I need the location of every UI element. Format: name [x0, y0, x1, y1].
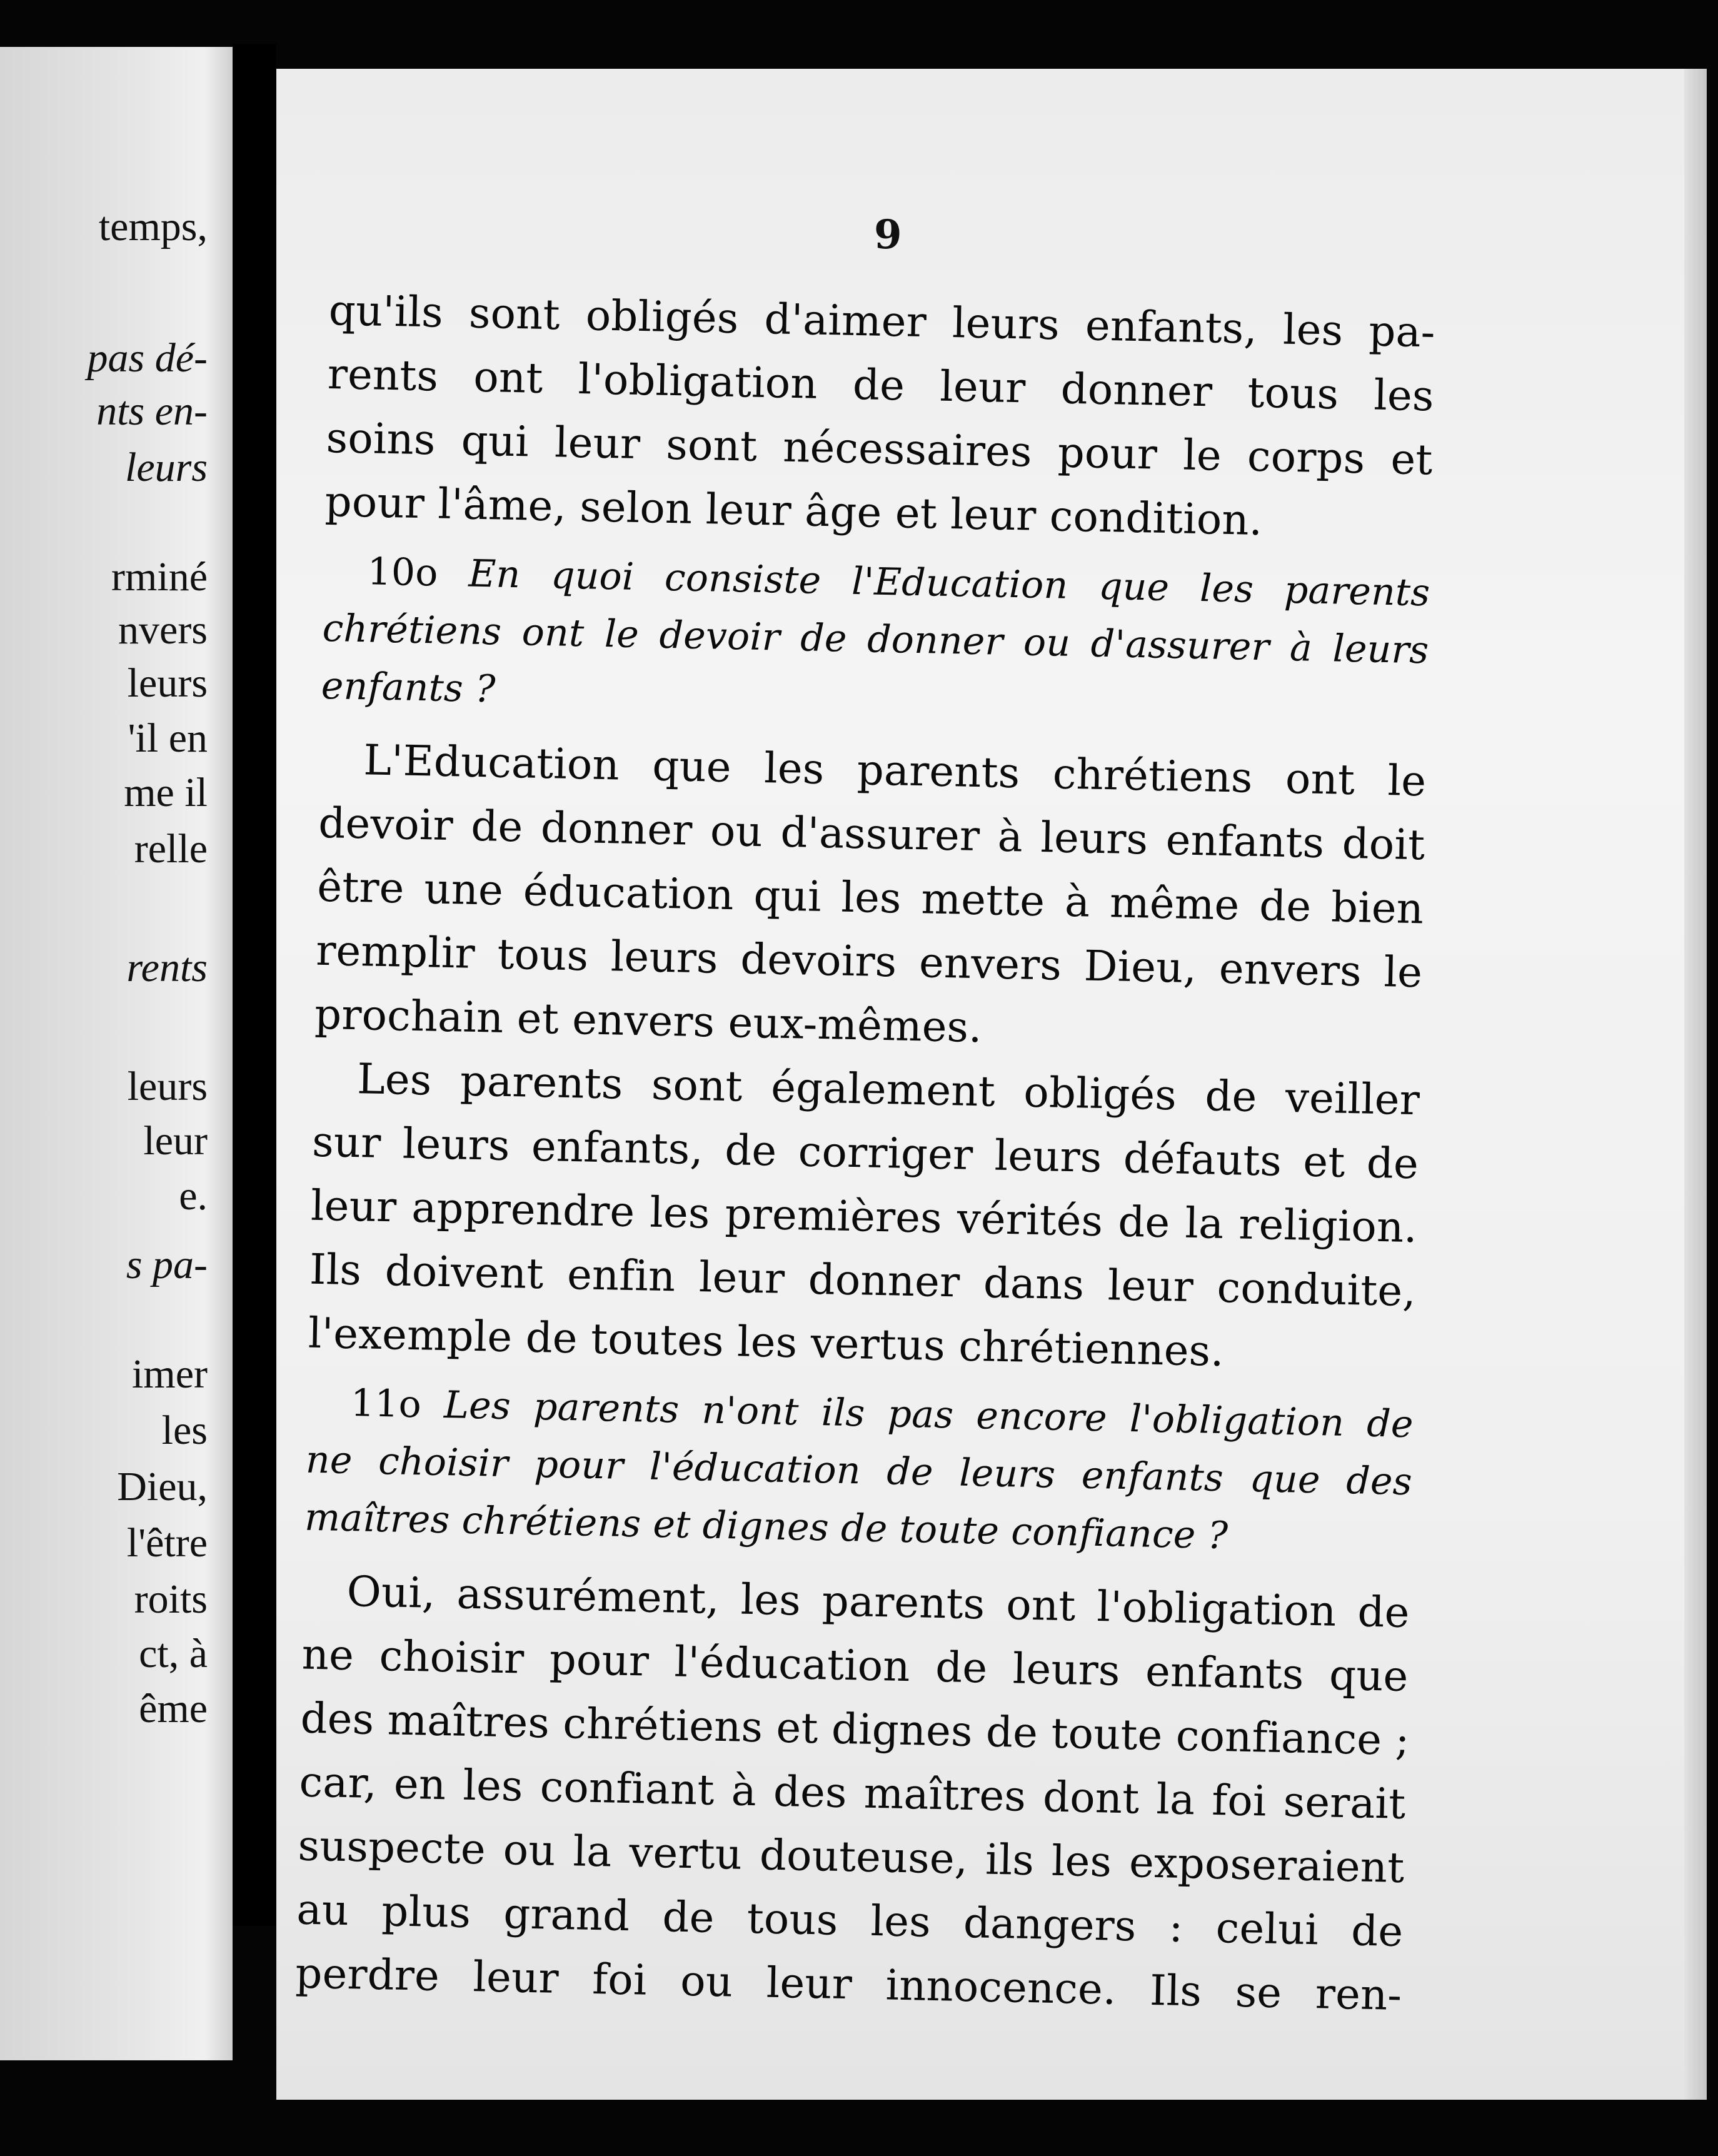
text-line: des maîtres chrétiens et dignes de toute confiance ; — [299, 1693, 1410, 1765]
question-10 — [321, 542, 1430, 737]
facing-page-fragment: rminé — [111, 554, 208, 600]
facing-page-fragment: ême — [139, 1686, 208, 1731]
facing-page-fragment: relle — [134, 826, 208, 872]
page-number: 9 — [874, 211, 903, 258]
facing-page-fragment: l'être — [126, 1520, 208, 1566]
question-text: maîtres chrétiens et dignes de toute confiance ? — [304, 1495, 1228, 1558]
facing-page-fragment: ct, à — [139, 1631, 208, 1676]
facing-page-fragment: pas dé- — [87, 335, 208, 381]
question-11 — [304, 1374, 1414, 1568]
text-line: Oui, assurément, les parents ont l'obligation de — [346, 1566, 1410, 1638]
facing-page-fragment: leurs — [125, 445, 208, 490]
paragraph-3 — [308, 1046, 1420, 1387]
facing-page-fragment: imer — [132, 1351, 208, 1397]
text-line: ne choisir pour l'éducation de leurs enfants que — [301, 1630, 1409, 1701]
facing-page-fragment: leurs — [127, 660, 208, 706]
question-text: ne choisir pour l'éducation de leurs enfants que des — [305, 1438, 1413, 1504]
text-line: au plus grand de tous les dangers : celui de — [296, 1885, 1404, 1956]
facing-page-fragment: temps, — [98, 204, 208, 249]
text-line: qu'ils sont obligés d'aimer leurs enfants, les pa- — [328, 285, 1436, 357]
text-line: car, en les confiant à des maîtres dont la foi serait — [298, 1757, 1407, 1829]
facing-page-fragment: e. — [179, 1173, 208, 1219]
facing-page-fragment: s pa- — [126, 1242, 208, 1287]
book-gutter — [233, 44, 276, 1926]
facing-page-left — [0, 47, 233, 2060]
text-line: être une éducation qui les mette à même de bien — [316, 862, 1424, 934]
facing-page-fragment: nts en- — [96, 388, 208, 434]
text-line: l'exemple de toutes les vertus chrétiennes. — [308, 1308, 1225, 1376]
facing-page-fragment: me il — [124, 770, 208, 815]
question-text: chrétiens ont le devoir de donner ou d'assurer à leurs — [322, 606, 1430, 673]
facing-page-fragment: les — [161, 1408, 208, 1453]
page — [276, 69, 1707, 2100]
facing-page-fragment: Dieu, — [117, 1464, 208, 1509]
question-text: En quoi consiste l'Education que les parents — [468, 552, 1430, 615]
facing-page-fragment: rents — [126, 945, 208, 990]
text-line: soins qui leur sont nécessaires pour le corps et — [326, 413, 1434, 485]
paragraph-2 — [314, 727, 1427, 1068]
text-line: prochain et envers eux-mêmes. — [314, 989, 983, 1052]
text-line: remplir tous leurs devoirs envers Dieu, envers le — [315, 925, 1423, 997]
text-line: suspecte ou la vertu douteuse, ils les exposeraient — [297, 1821, 1405, 1893]
facing-page-fragment: leur — [143, 1118, 208, 1164]
paragraph-4 — [295, 1559, 1410, 2027]
question-number: 10o — [366, 550, 439, 595]
text-line: pour l'âme, selon leur âge et leur condition. — [324, 476, 1263, 545]
text-line: perdre leur foi ou leur innocence. Ils se ren- — [294, 1948, 1403, 2020]
facing-page-fragment: nvers — [118, 607, 208, 653]
question-number: 11o — [350, 1381, 422, 1427]
text-line: devoir de donner ou d'assurer à leurs enfants doit — [318, 798, 1425, 870]
text-line: leur apprendre les premières vérités de la religion. — [310, 1181, 1418, 1252]
text-line: sur leurs enfants, de corriger leurs défauts et de — [311, 1117, 1419, 1189]
facing-page-fragment: 'il en — [128, 715, 208, 761]
question-text: Les parents n'ont ils pas encore l'obligation de — [443, 1383, 1414, 1447]
page-edge — [1684, 69, 1707, 2100]
paragraph-1 — [324, 278, 1436, 555]
text-line: Ils doivent enfin leur donner dans leur conduite, — [309, 1244, 1417, 1316]
text-line: Les parents sont également obligés de veiller — [356, 1054, 1420, 1125]
text-line: L'Education que les parents chrétiens ont le — [363, 735, 1427, 806]
facing-page-fragment: leurs — [127, 1064, 208, 1109]
text-line: rents ont l'obligation de leur donner tous les — [327, 349, 1435, 421]
page-body — [295, 278, 1436, 2027]
question-text: enfants ? — [321, 663, 496, 712]
facing-page-fragment: roits — [134, 1576, 208, 1622]
